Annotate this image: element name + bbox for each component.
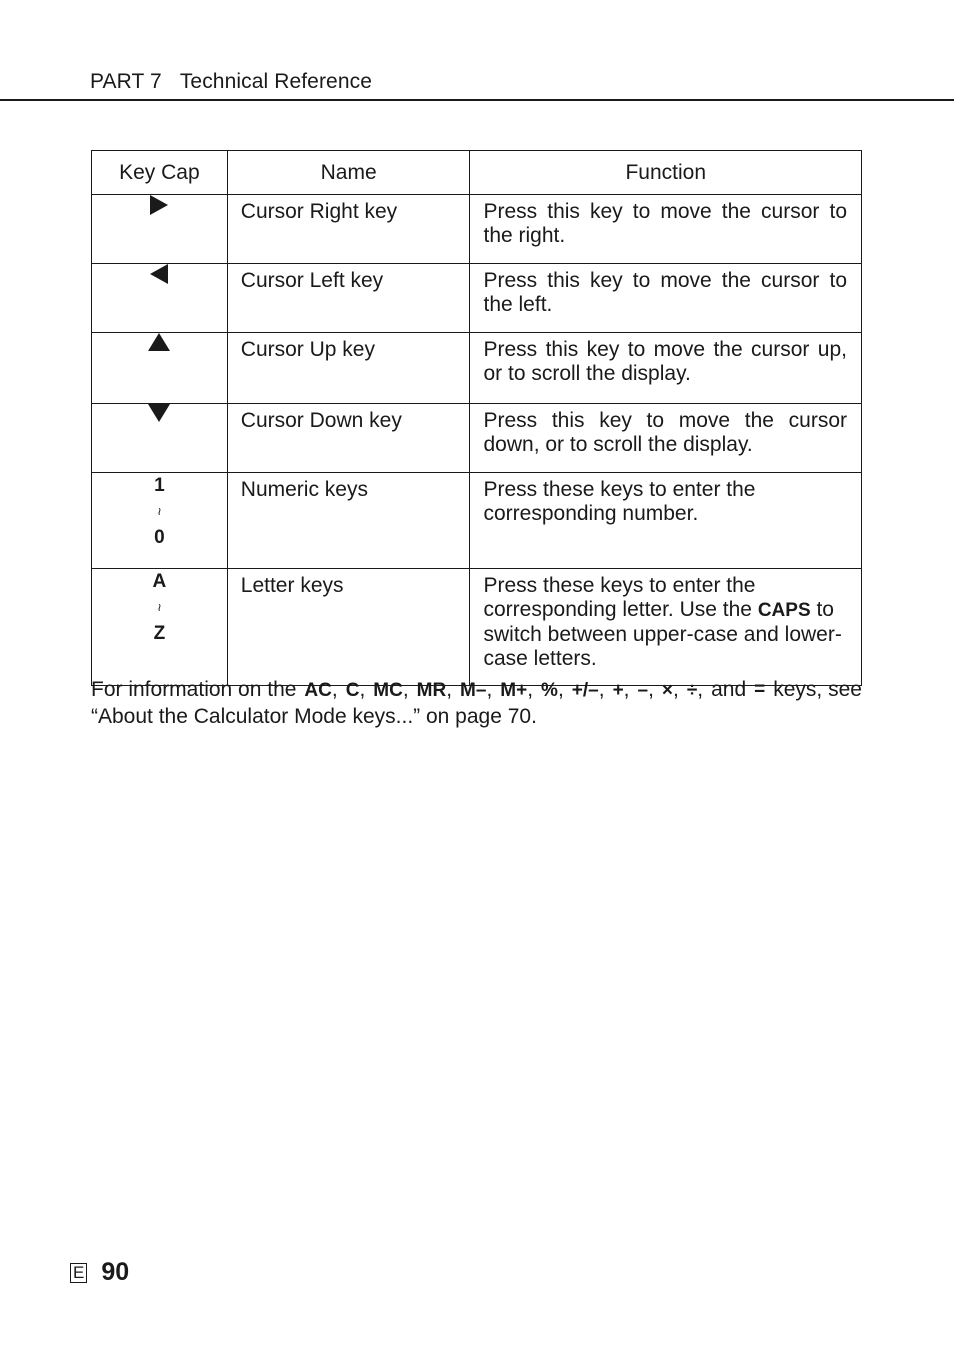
key-cap-cell <box>92 333 228 404</box>
key-equals: = <box>754 679 766 700</box>
key-name: Cursor Up key <box>227 333 470 404</box>
range-end: 0 <box>154 527 165 548</box>
key-cap-cell <box>92 264 228 333</box>
range-tilde: ~ <box>151 603 168 612</box>
function-text: to switch between upper-case and lower-case letters. <box>483 598 842 670</box>
note-tail: keys, see <box>773 678 862 701</box>
key-m-plus: M+ <box>500 680 528 701</box>
section-title: Technical Reference <box>179 70 372 93</box>
key-function: Press this key to move the cursor to the right. <box>470 195 862 264</box>
note-intro: For information on the <box>91 678 297 701</box>
key-cap-cell <box>92 569 228 686</box>
key-table <box>91 150 862 686</box>
range-end: Z <box>153 623 166 644</box>
table-row <box>92 264 862 333</box>
key-m-minus: M– <box>460 680 487 701</box>
caps-key: CAPS <box>757 600 811 621</box>
range-start: 1 <box>154 475 165 496</box>
key-plus-minus: +/– <box>571 680 599 701</box>
key-percent: % <box>541 680 558 701</box>
column-header-key-cap: Key Cap <box>92 151 228 195</box>
key-function: Press this key to move the cursor up, or to scroll the display. <box>470 333 862 404</box>
key-cap-cell <box>92 195 228 264</box>
key-name: Cursor Right key <box>227 195 470 264</box>
page-footer <box>70 1258 129 1287</box>
key-multiply: × <box>661 680 674 701</box>
key-function: Press this key to move the cursor to the left. <box>470 264 862 333</box>
table-row <box>92 569 862 686</box>
arrow-down-icon <box>148 404 170 422</box>
note-line-2: “About the Calculator Mode keys...” on page 70. <box>91 705 537 728</box>
key-c: C <box>345 680 360 701</box>
key-mr: MR <box>416 680 447 701</box>
range-start: A <box>152 571 167 592</box>
column-header-name: Name <box>227 151 470 195</box>
note-line-1: For information on the AC, C, MC, MR, M–, M+, %, +/–, +, –, ×, ÷, and = keys, see <box>91 677 862 704</box>
table-row <box>92 404 862 473</box>
table-row <box>92 195 862 264</box>
header-rule <box>0 99 954 101</box>
key-cap-cell <box>92 404 228 473</box>
language-box: E <box>70 1263 87 1283</box>
key-plus: + <box>612 680 624 701</box>
function-text: Press these keys to enter the corresponding letter. Use the <box>483 574 756 621</box>
arrow-left-icon <box>150 264 168 284</box>
part-label: PART 7 <box>90 70 162 93</box>
table-header-row <box>92 151 862 195</box>
key-name: Letter keys <box>227 569 470 686</box>
running-head <box>90 70 372 94</box>
table-row <box>92 333 862 404</box>
arrow-right-icon <box>150 195 168 215</box>
key-name: Cursor Down key <box>227 404 470 473</box>
key-name: Cursor Left key <box>227 264 470 333</box>
key-minus: – <box>637 680 649 701</box>
numeric-key-range <box>151 473 168 550</box>
letter-key-range <box>153 569 167 646</box>
key-function <box>470 569 862 686</box>
key-function: Press these keys to enter the corresponding number. <box>470 473 862 569</box>
key-name: Numeric keys <box>227 473 470 569</box>
arrow-up-icon <box>148 333 170 351</box>
key-cap-cell <box>92 473 228 569</box>
key-divide: ÷ <box>686 680 698 701</box>
key-function: Press this key to move the cursor down, or to scroll the display. <box>470 404 862 473</box>
column-header-function: Function <box>470 151 862 195</box>
page-number: 90 <box>101 1258 130 1286</box>
key-mc: MC <box>373 680 403 701</box>
key-ac: AC <box>304 680 332 701</box>
calculator-keys-note <box>91 677 862 730</box>
range-tilde: ~ <box>151 507 168 516</box>
note-and: and <box>711 678 747 701</box>
table-row <box>92 473 862 569</box>
